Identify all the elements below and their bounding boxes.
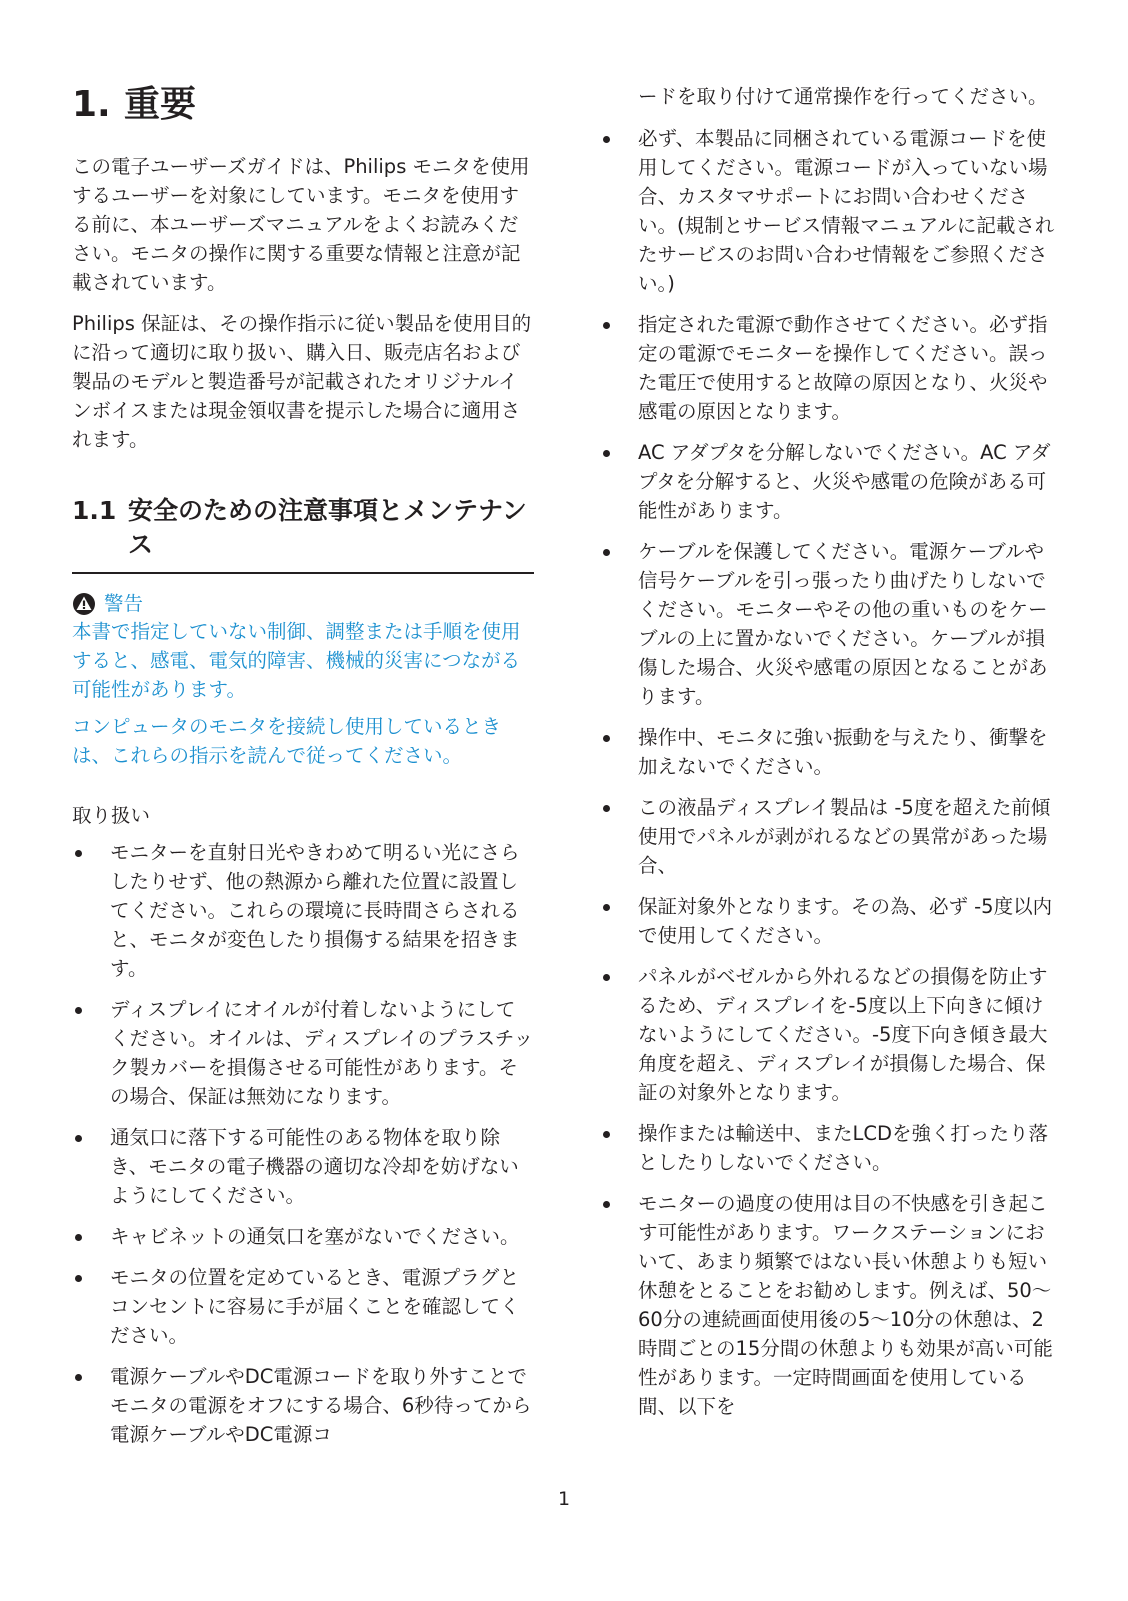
list-item: モニターを直射日光やきわめて明るい光にさらしたりせず、他の熱源から離れた位置に設置してください。これらの環境に長時間さらされると、モニタが変色したり損傷する結果を招きます。 bbox=[72, 838, 534, 983]
title-text: 重要 bbox=[124, 84, 197, 125]
section-title: 安全のための注意事項とメンテナンス bbox=[128, 496, 527, 559]
intro-paragraph-1: この電子ユーザーズガイドは、Philips モニタを使用するユーザーを対象にしています。モニタを使用する前に、本ユーザーズマニュアルをよくお読みください。モニタの操作に関する重要な情報と注意が記載されています。 bbox=[72, 155, 530, 294]
section-heading bbox=[72, 494, 534, 574]
list-item: 指定された電源で動作させてください。必ず指定の電源でモニターを操作してください。誤った電圧で使用すると故障の原因となり、火災や感電の原因となります。 bbox=[600, 310, 1062, 426]
intro-paragraph-2: Philips 保証は、その操作指示に従い製品を使用目的に沿って適切に取り扱い、購入日、販売店名および製品のモデルと製造番号が記載されたオリジナルインボイスまたは現金領収書を提示した場合に適用されます。 bbox=[72, 312, 532, 451]
warning-paragraph-1: 本書で指定していない制御、調整または手順を使用すると、感電、電気的障害、機械的災害につながる可能性があります。 bbox=[72, 620, 521, 701]
list-item-continuation: ードを取り付けて通常操作を行ってください。 bbox=[638, 85, 1048, 108]
list-item: 必ず、本製品に同梱されている電源コードを使用してください。電源コードが入っていない場合、カスタマサポートにお問い合わせください。(規制とサービス情報マニュアルに記載されたサービスのお問い合わせ情報をご参照ください。) bbox=[600, 124, 1062, 298]
section-number: 1.1 bbox=[72, 496, 117, 525]
page-number: 1 bbox=[557, 1488, 571, 1510]
list-item: 電源ケーブルやDC電源コードを取り外すことでモニタの電源をオフにする場合、6秒待ってから電源ケーブルやDC電源コ bbox=[72, 1362, 534, 1449]
list-item: 操作または輸送中、またLCDを強く打ったり落としたりしないでください。 bbox=[600, 1119, 1062, 1177]
title-number: 1. bbox=[72, 84, 111, 125]
list-item: ディスプレイにオイルが付着しないようにしてください。オイルは、ディスプレイのプラスチック製カバーを損傷させる可能性があります。その場合、保証は無効になります。 bbox=[72, 995, 534, 1111]
handling-list-right bbox=[600, 82, 1062, 1421]
list-item: ケーブルを保護してください。電源ケーブルや信号ケーブルを引っ張ったり曲げたりしないでください。モニターやその他の重いものをケーブルの上に置かないでください。ケーブルが損傷した場合、火災や感電の原因となることがあります。 bbox=[600, 537, 1062, 711]
warning-heading bbox=[72, 590, 534, 617]
list-item: パネルがベゼルから外れるなどの損傷を防止するため、ディスプレイを-5度以上下向きに傾けないようにしてください。-5度下向き傾き最大角度を超え、ディスプレイが損傷した場合、保証の対象外となります。 bbox=[600, 962, 1062, 1107]
list-item: 操作中、モニタに強い振動を与えたり、衝撃を加えないでください。 bbox=[600, 723, 1062, 781]
list-item: モニターの過度の使用は目の不快感を引き起こす可能性があります。ワークステーションにおいて、あまり頻繁ではない長い休憩よりも短い休憩をとることをお勧めします。例えば、50〜60分の連続画面使用後の5〜10分の休憩は、2時間ごとの15分間の休憩よりも効果が高い可能性があります。一定時間画面を使用している間、以下を bbox=[600, 1189, 1062, 1421]
list-item: 通気口に落下する可能性のある物体を取り除き、モニタの電子機器の適切な冷却を妨げないようにしてください。 bbox=[72, 1123, 534, 1210]
handling-heading: 取り扱い bbox=[72, 804, 151, 827]
list-item: モニタの位置を定めているとき、電源プラグとコンセントに容易に手が届くことを確認してください。 bbox=[72, 1263, 534, 1350]
warning-icon bbox=[72, 592, 96, 616]
right-column bbox=[600, 82, 1062, 1433]
page-title bbox=[72, 82, 534, 128]
left-column bbox=[72, 82, 534, 1461]
list-item: キャビネットの通気口を塞がないでください。 bbox=[72, 1222, 534, 1251]
list-item: 保証対象外となります。その為、必ず -5度以内で使用してください。 bbox=[600, 892, 1062, 950]
handling-list-left bbox=[72, 838, 534, 1449]
warning-label: 警告 bbox=[104, 592, 144, 615]
list-item: AC アダプタを分解しないでください。AC アダプタを分解すると、火災や感電の危険がある可能性があります。 bbox=[600, 438, 1062, 525]
warning-paragraph-2: コンピュータのモニタを接続し使用しているときは、これらの指示を読んで従ってください。 bbox=[72, 715, 502, 767]
list-item: この液晶ディスプレイ製品は -5度を超えた前傾使用でパネルが剥がれるなどの異常があった場合、 bbox=[600, 793, 1062, 880]
